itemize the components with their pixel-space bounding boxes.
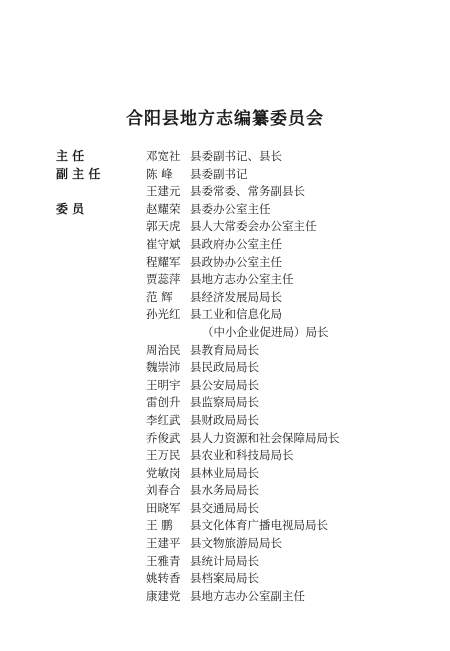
roster-row [56,148,416,166]
roster-post: （中小企业促进局）局长 [202,324,329,339]
roster-post: 县农业和科技局局长 [190,448,294,463]
roster-name: 刘春合 [146,483,181,498]
roster-post: 县委副书记 [190,166,248,181]
roster-name: 崔守斌 [146,236,181,251]
roster-row [56,218,416,236]
roster-post: 县公安局局长 [190,377,259,392]
roster-post: 县水务局局长 [190,483,259,498]
roster-row [56,236,416,254]
roster-row [56,482,416,500]
roster-row [56,412,416,430]
roster-row [56,517,416,535]
roster-row [56,183,416,201]
roster-post: 县林业局局长 [190,465,259,480]
roster-name: 魏崇沛 [146,360,181,375]
roster-role: 委 员 [56,201,85,216]
roster-post: 县人力资源和社会保障局局长 [190,430,340,445]
roster-name: 乔俊武 [146,430,181,445]
roster-name: 王雅青 [146,553,181,568]
roster-post: 县委常委、常务副县长 [190,184,305,199]
roster-post: 县工业和信息化局 [190,307,282,322]
roster-row [56,289,416,307]
roster-post: 县地方志办公室副主任 [190,588,305,603]
roster-name: 王万民 [146,448,181,463]
roster-name: 王建平 [146,536,181,551]
roster-row [56,588,416,606]
roster-row [56,377,416,395]
roster-name: 邓宽社 [146,149,181,163]
roster-post: 县委办公室主任 [190,201,271,216]
roster-post: 县地方志办公室主任 [190,272,294,287]
roster-post: 县文物旅游局局长 [190,536,282,551]
roster-name: 赵耀荣 [146,201,181,216]
roster-name: 王 鹏 [146,518,173,533]
roster-row [56,570,416,588]
roster-name: 郭天虎 [146,219,181,234]
roster-row [56,201,416,219]
roster-name: 姚转香 [146,571,181,586]
roster-name: 党敏岗 [146,465,181,480]
roster-post: 县统计局局长 [190,553,259,568]
roster-post: 县民政局局长 [190,360,259,375]
roster-post: 县文化体育广播电视局局长 [190,518,328,533]
roster-name: 李红武 [146,412,181,427]
roster-name: 范 辉 [146,289,173,304]
roster-post: 县教育局局长 [190,342,259,357]
roster-row [56,166,416,184]
roster-role: 副 主 任 [56,166,101,181]
roster-name: 田晓军 [146,500,181,515]
roster-row [56,359,416,377]
roster-post: 县经济发展局局长 [190,289,282,304]
roster-name: 周治民 [146,342,181,357]
roster-row [56,394,416,412]
roster-row [56,306,416,324]
roster-row [56,271,416,289]
roster-row [56,430,416,448]
roster-role: 主 任 [56,149,85,163]
roster-row [56,254,416,272]
roster-row [56,324,416,342]
roster-row [56,500,416,518]
page-title: 合阳县地方志编纂委员会 [126,109,324,129]
roster-post: 县委副书记、县长 [190,149,282,163]
roster-name: 贾蕊萍 [146,272,181,287]
roster-name: 康建党 [146,588,181,603]
roster-name: 王建元 [146,184,181,199]
roster-name: 王明宇 [146,377,181,392]
roster-post: 县政协办公室主任 [190,254,282,269]
roster-name: 孙光红 [146,307,181,322]
roster-name: 程耀军 [146,254,181,269]
roster-row [56,342,416,360]
roster-post: 县监察局局长 [190,395,259,410]
roster-row [56,553,416,571]
roster-row [56,465,416,483]
roster-row [56,535,416,553]
roster-post: 县财政局局长 [190,412,259,427]
roster-name: 陈 峰 [146,166,173,181]
roster-row [56,447,416,465]
committee-roster [56,148,416,605]
roster-post: 县政府办公室主任 [190,236,282,251]
roster-post: 县人大常委会办公室主任 [190,219,317,234]
roster-post: 县交通局局长 [190,500,259,515]
roster-post: 县档案局局长 [190,571,259,586]
roster-name: 雷创升 [146,395,181,410]
